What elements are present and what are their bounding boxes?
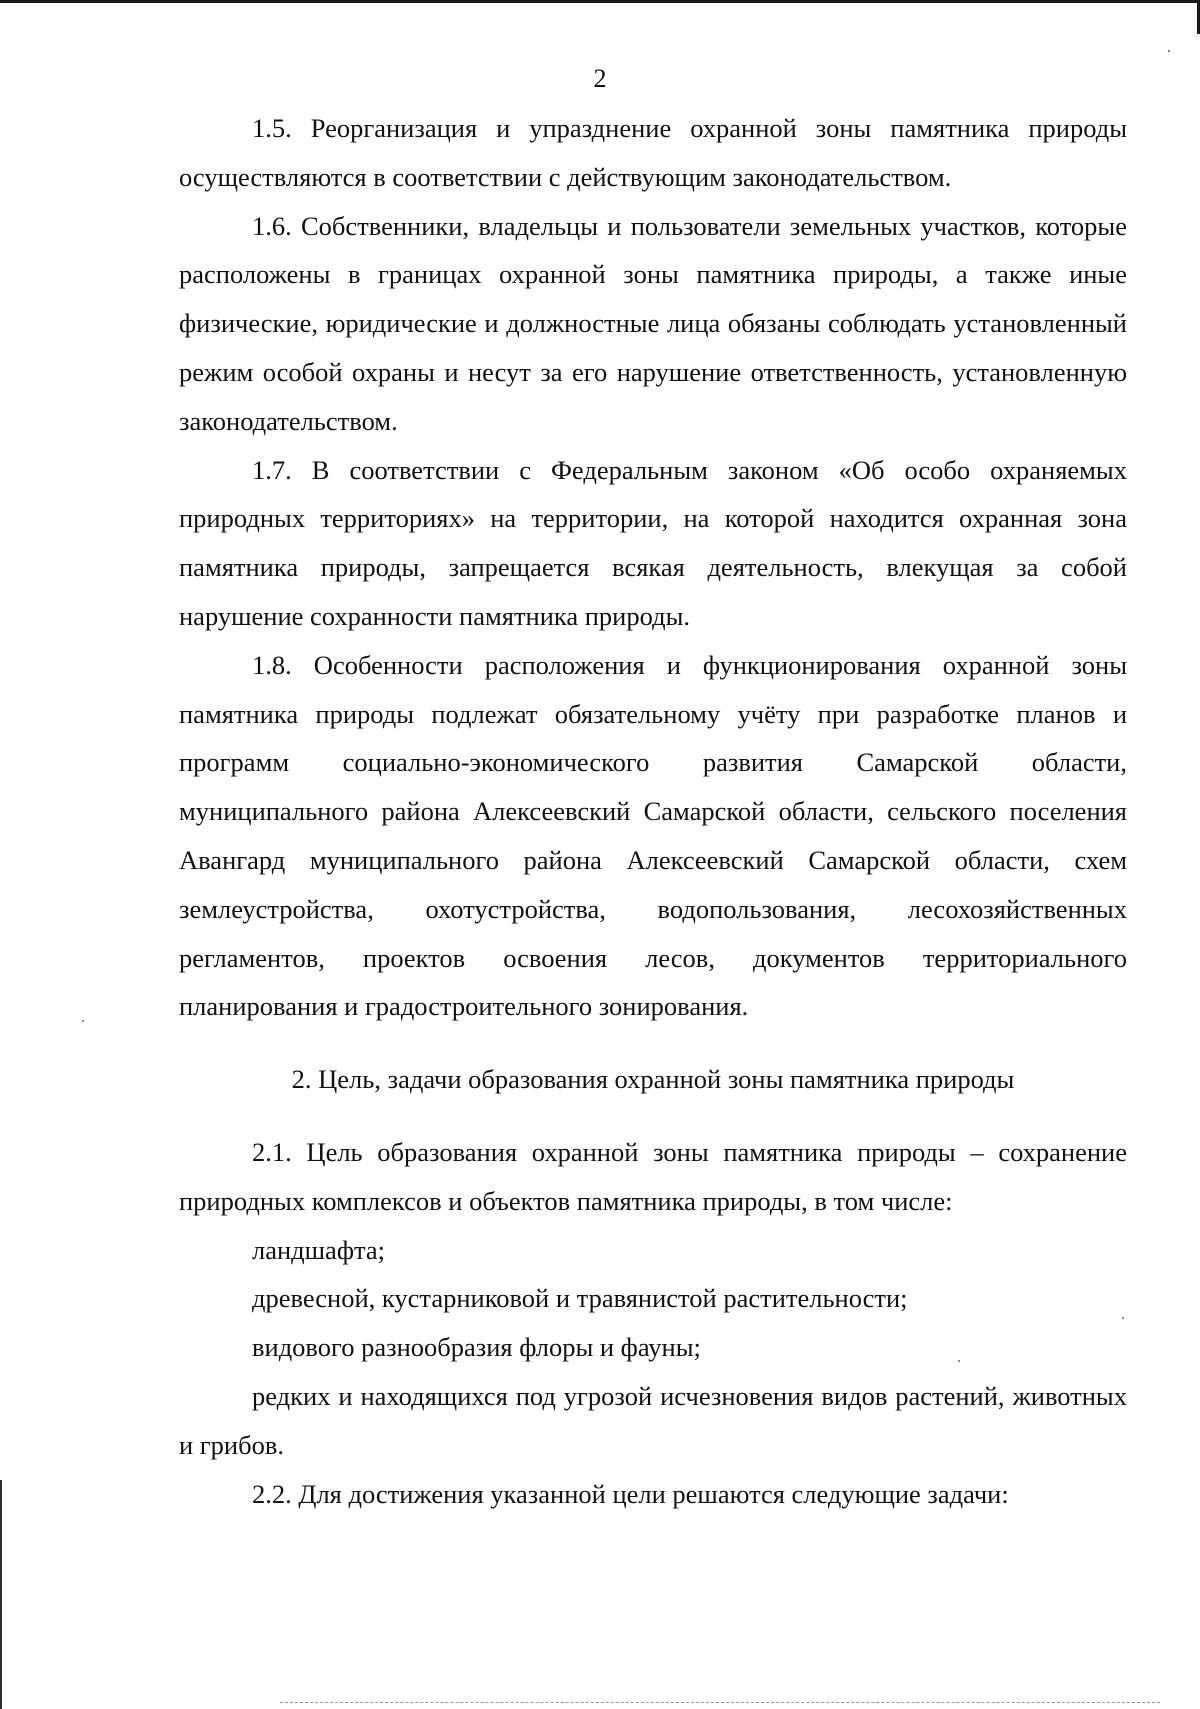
paragraph-2-2: 2.2. Для достижения указанной цели решаются следующие задачи: bbox=[252, 1478, 1009, 1509]
scan-border-left bbox=[0, 1480, 2, 1709]
list-item-vegetation: древесной, кустарниковой и травянистой растительности; bbox=[252, 1283, 908, 1314]
scan-border-bottom bbox=[280, 1702, 1160, 1703]
paragraph-1-8: 1.8. Особенности расположения и функционирования охранной зоны памятника природы подлежат обязательному учёту при разработке планов и программ социально-экономического развития Самарской области, муниципального района Алексеевский Самарской области, сельского поселения Авангард муниципального района Алексеевский Самарской области, схем землеустройства, охотустройства, водопользования, лесохозяйственных регламентов, проектов освоения лесов, документов территориального планирования и градостроительного зонирования. bbox=[179, 649, 1127, 1022]
section-heading: 2. Цель, задачи образования охранной зоны памятника природы bbox=[291, 1064, 1015, 1095]
paragraph-1-5: 1.5. Реорганизация и упразднение охранной зоны памятника природы осуществляются в соответствии с действующим законодательством. bbox=[179, 113, 1127, 192]
document-body bbox=[179, 104, 1127, 1518]
scan-speck bbox=[1168, 50, 1170, 52]
paragraph-1-7: 1.7. В соответствии с Федеральным законом «Об особо охраняемых природных территориях» на территории, на которой находится охранная зона памятника природы, запрещается всякая деятельность, влекущая за собой нарушение сохранности памятника природы. bbox=[179, 454, 1127, 631]
page-number: 2 bbox=[593, 64, 607, 93]
scan-speck bbox=[82, 1020, 84, 1022]
scan-border-top bbox=[0, 0, 1200, 3]
paragraph-2-1: 2.1. Цель образования охранной зоны памятника природы – сохранение природных комплексов и объектов памятника природы, в том числе: bbox=[179, 1136, 1127, 1216]
list-item-diversity: видового разнообразия флоры и фауны; bbox=[252, 1332, 701, 1363]
list-item-rare-species: редких и находящихся под угрозой исчезновения видов растений, животных и грибов. bbox=[179, 1380, 1127, 1460]
paragraph-1-6: 1.6. Собственники, владельцы и пользователи земельных участков, которые расположены в границах охранной зоны памятника природы, а также иные физические, юридические и должностные лица обязаны соблюдать установленный режим особой охраны и несут за его нарушение ответственность, установленную законодательством. bbox=[179, 210, 1127, 436]
list-item-landscape: ландшафта; bbox=[252, 1234, 386, 1265]
